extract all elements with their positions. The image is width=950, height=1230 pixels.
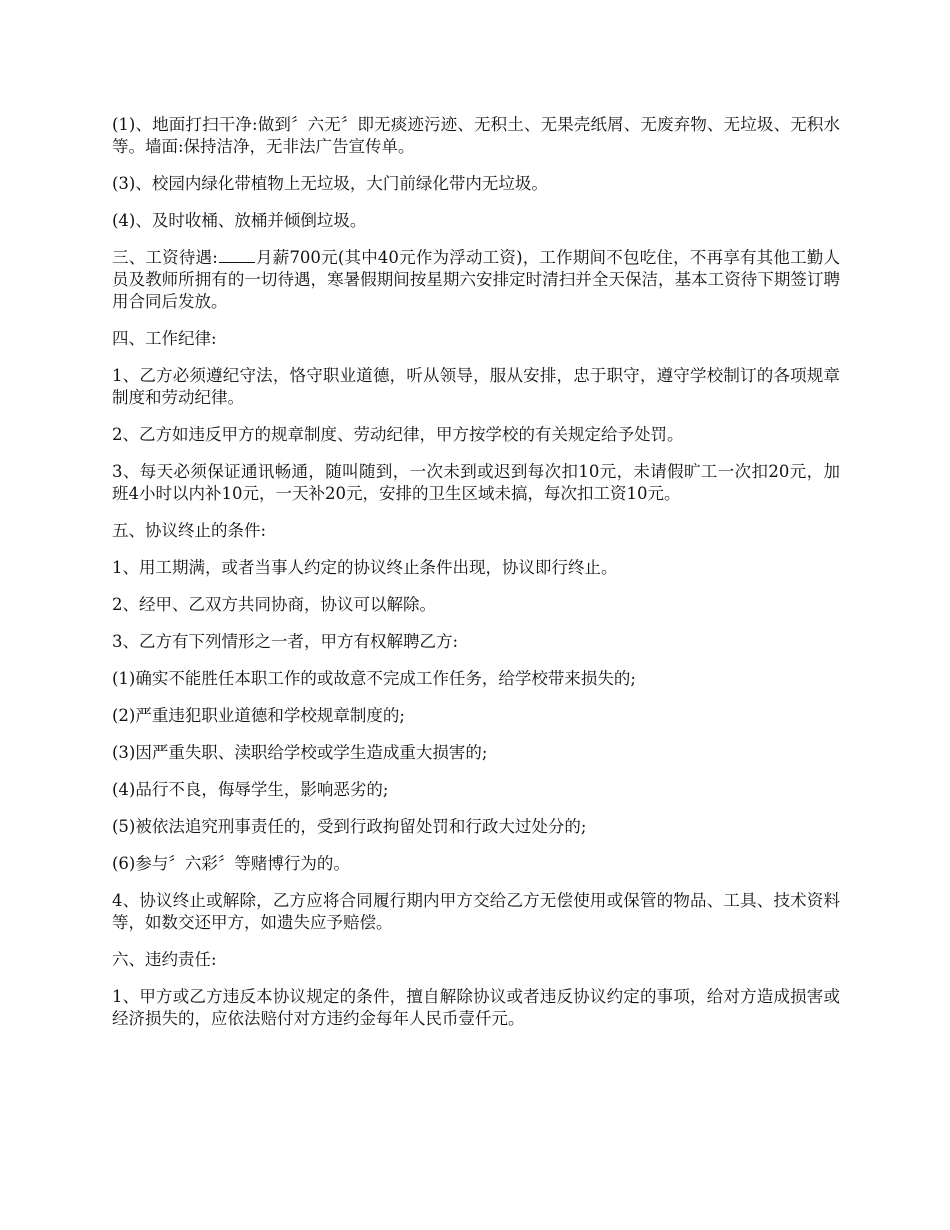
section-heading: 四、工作纪律: (112, 329, 217, 348)
paragraph: (1)、地面打扫干净:做到〞六无〞即无痰迹污迹、无积土、无果壳纸屑、无废弃物、无垃圾、无积水等。墙面:保持洁净，无非法广告宣传单。 (112, 115, 840, 156)
paragraph: 4、协议终止或解除，乙方应将合同履行期内甲方交给乙方无偿使用或保管的物品、工具、技术资料等，如数交还甲方，如遗失应予赔偿。 (112, 891, 840, 932)
list-item: (5)被依法追究刑事责任的，受到行政拘留处罚和行政大过处分的; (112, 817, 587, 836)
list-item: (3)因严重失职、渎职给学校或学生造成重大损害的; (112, 743, 488, 762)
paragraph: (4)、及时收桶、放桶并倾倒垃圾。 (112, 211, 367, 230)
document-page (112, 114, 840, 1045)
list-item: (4)品行不良，侮辱学生，影响恶劣的; (112, 780, 389, 799)
blank-line (219, 247, 255, 263)
list-item: (6)参与〞六彩〞等赌博行为的。 (112, 854, 350, 873)
paragraph: 3、每天必须保证通讯畅通，随叫随到，一次未到或迟到每次扣10元，未请假旷工一次扣20元，加班4小时以内补10元，一天补20元，安排的卫生区域未搞，每次扣工资10元。 (112, 462, 840, 503)
list-item: (1)确实不能胜任本职工作的或故意不完成工作任务，给学校带来损失的; (112, 669, 636, 688)
paragraph: 1、用工期满，或者当事人约定的协议终止条件出现，协议即行终止。 (112, 558, 618, 577)
paragraph: 1、甲方或乙方违反本协议规定的条件，擅自解除协议或者违反协议约定的事项，给对方造成损害或经济损失的，应依法赔付对方违约金每年人民币壹仟元。 (112, 987, 840, 1028)
list-item: (2)严重违犯职业道德和学校规章制度的; (112, 706, 405, 725)
paragraph: (3)、校园内绿化带植物上无垃圾，大门前绿化带内无垃圾。 (112, 174, 548, 193)
wage-prefix: 三、工资待遇: (112, 248, 218, 267)
wage-paragraph (112, 247, 840, 313)
section-heading: 六、违约责任: (112, 950, 217, 969)
paragraph: 1、乙方必须遵纪守法，恪守职业道德，听从领导，服从安排，忠于职守，遵守学校制订的各项规章制度和劳动纪律。 (112, 366, 840, 407)
wage-text: 月薪700元(其中40元作为浮动工资)，工作期间不包吃住，不再享有其他工勤人员及教师所拥有的一切待遇，寒暑假期间按星期六安排定时清扫并全天保洁，基本工资待下期签订聘用合同后发放。 (112, 248, 840, 311)
paragraph: 2、乙方如违反甲方的规章制度、劳动纪律，甲方按学校的有关规定给予处罚。 (112, 425, 684, 444)
paragraph: 3、乙方有下列情形之一者，甲方有权解聘乙方: (112, 632, 459, 651)
paragraph: 2、经甲、乙双方共同协商，协议可以解除。 (112, 595, 436, 614)
section-heading: 五、协议终止的条件: (112, 521, 267, 540)
